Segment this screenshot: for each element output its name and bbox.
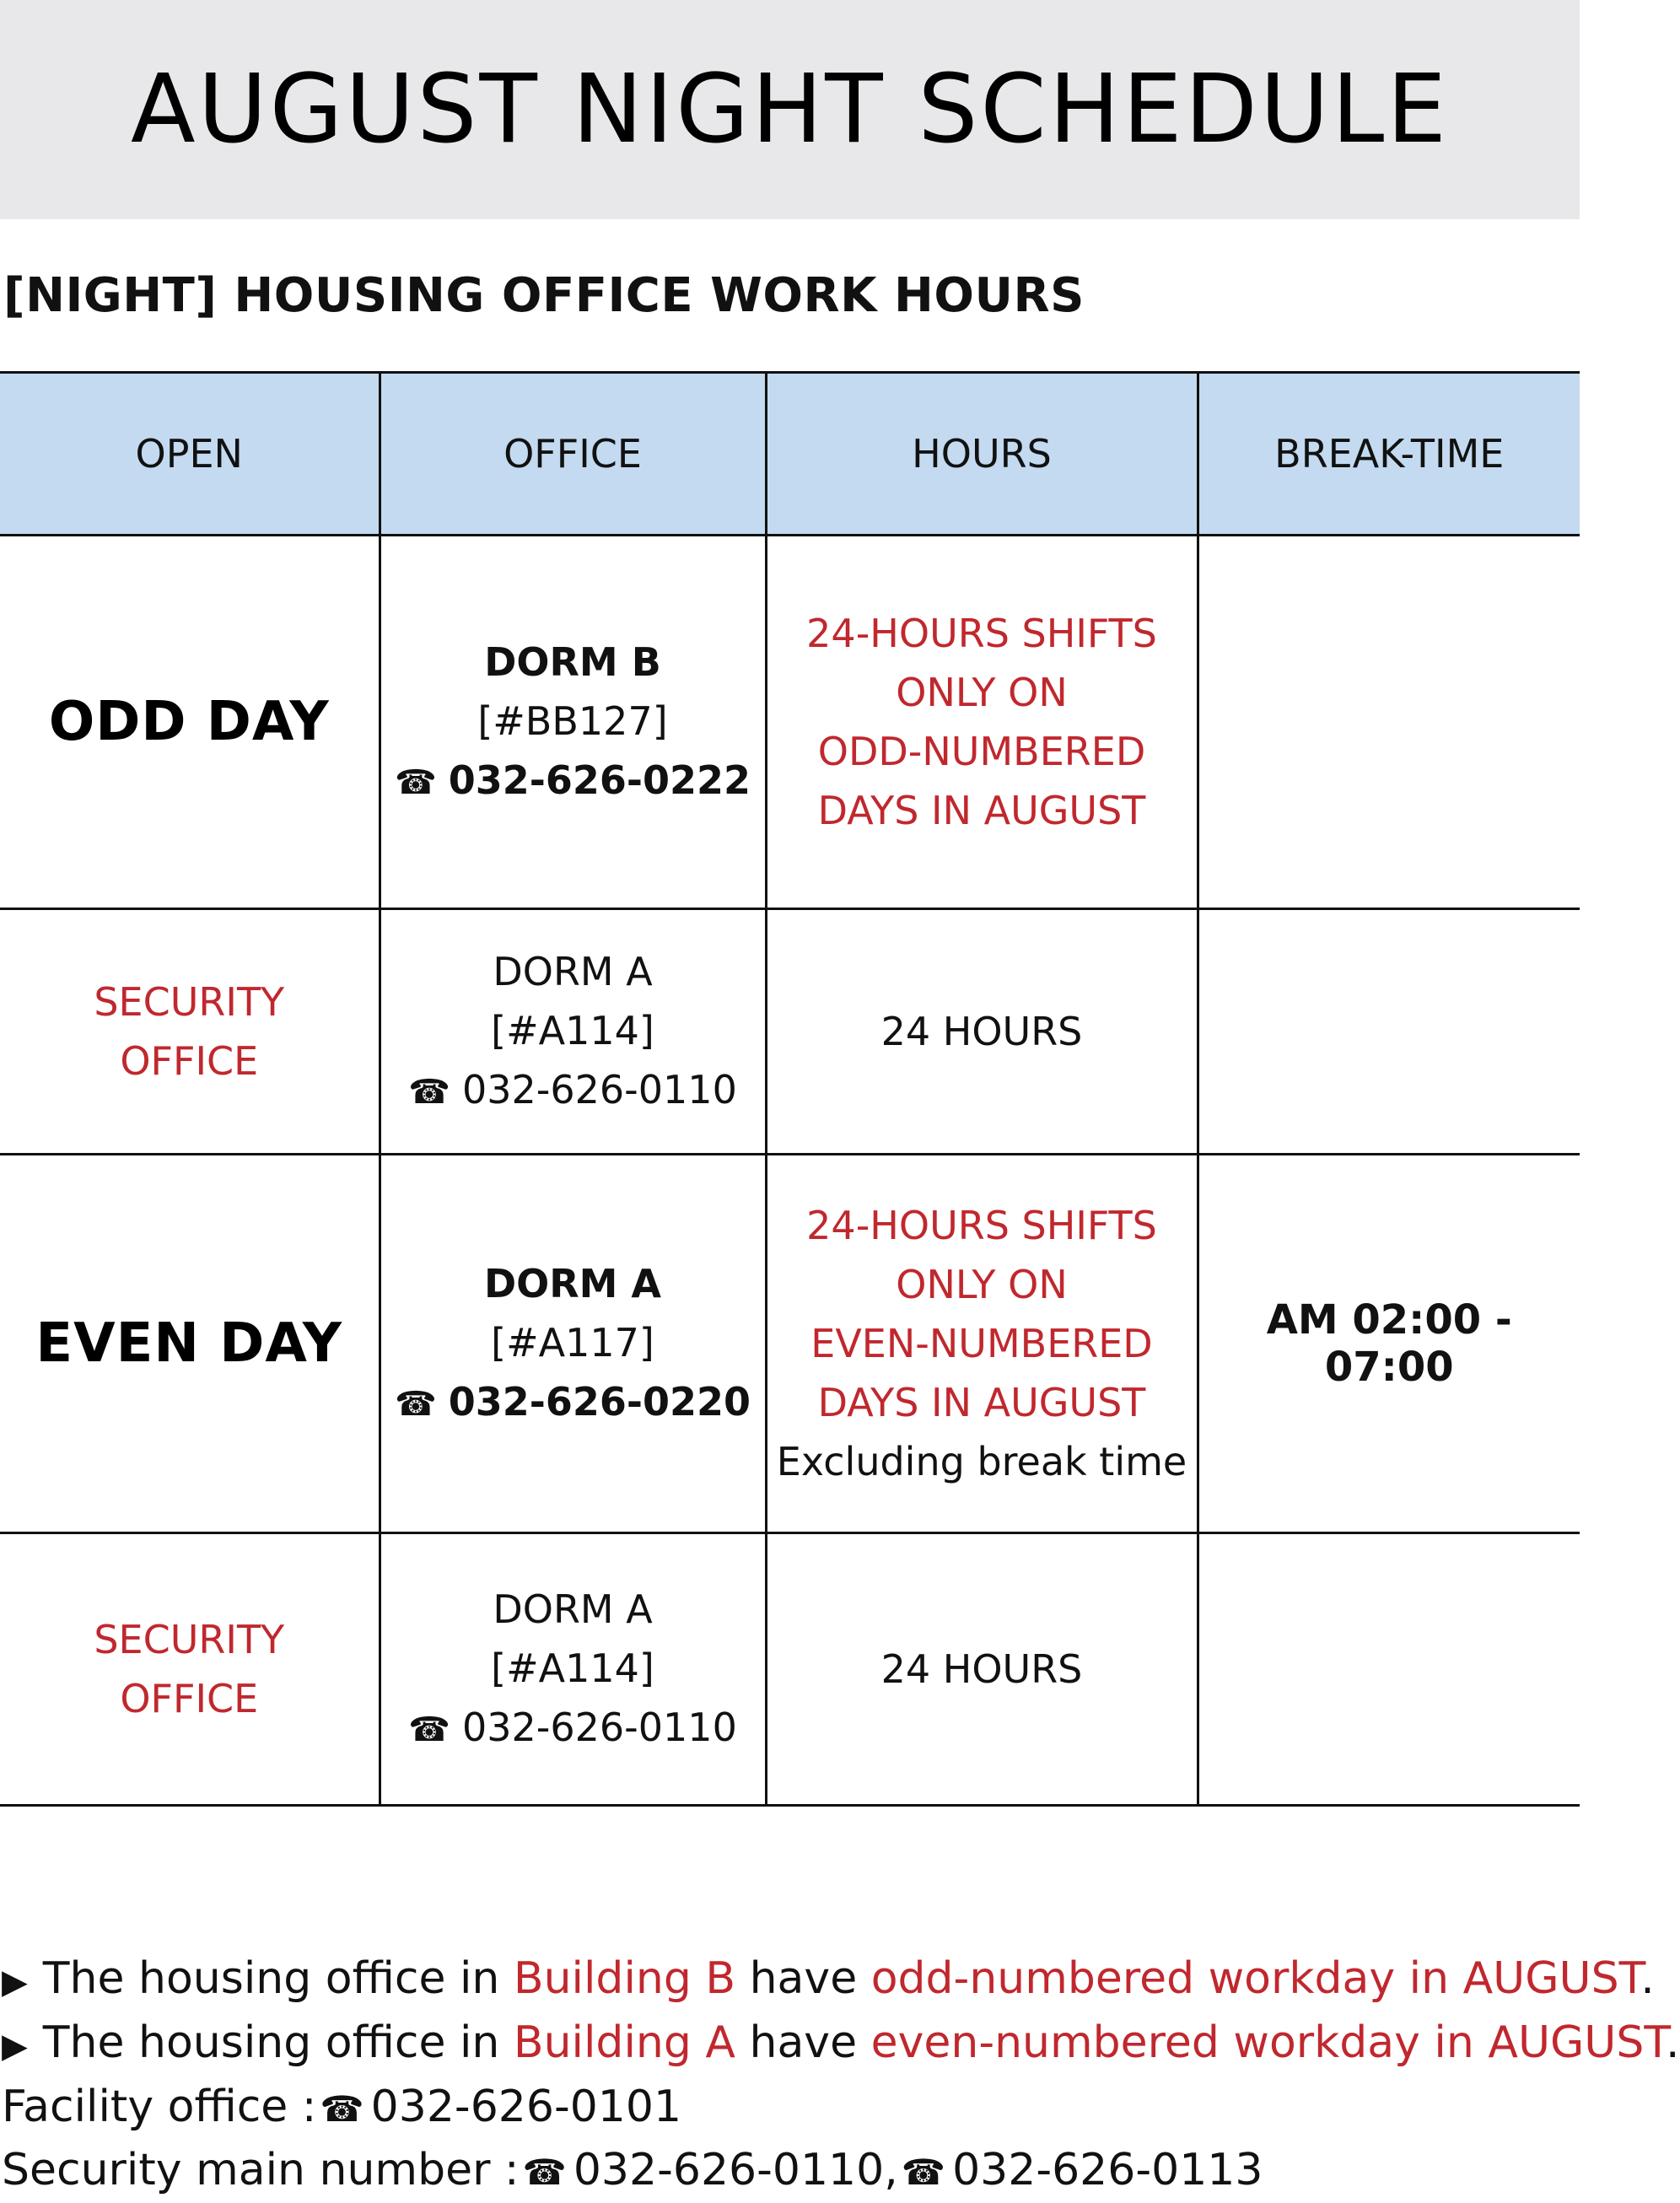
notes-section bbox=[2, 1948, 1680, 2203]
security-phone-1: 032-626-0110, bbox=[573, 2145, 898, 2195]
office-name: DORM A bbox=[493, 1586, 653, 1632]
triangle-right-icon: ▶ bbox=[2, 1963, 28, 2001]
note-line bbox=[2, 1948, 1655, 2012]
phone-icon: ☎ bbox=[408, 1072, 450, 1112]
hours-line: 24-HOURS SHIFTS bbox=[806, 611, 1157, 656]
header-hours: HOURS bbox=[766, 373, 1198, 536]
security-office-label: SECURITY bbox=[94, 979, 285, 1025]
open-cell bbox=[0, 1155, 380, 1533]
hours-text: 24 HOURS bbox=[880, 1646, 1083, 1692]
office-phone-line bbox=[381, 751, 765, 812]
office-cell bbox=[380, 536, 766, 909]
office-phone-line bbox=[381, 1372, 765, 1434]
phone-icon: ☎ bbox=[522, 2152, 567, 2193]
office-room: [#A114] bbox=[491, 1007, 654, 1053]
office-phone: 032-626-0110 bbox=[461, 1704, 737, 1750]
title-band bbox=[0, 0, 1580, 219]
hours-cell bbox=[766, 1533, 1198, 1806]
hours-line: ODD-NUMBERED bbox=[817, 729, 1146, 774]
hours-cell bbox=[766, 536, 1198, 909]
hours-note: Excluding break time bbox=[776, 1439, 1187, 1484]
break-cell bbox=[1198, 909, 1580, 1155]
odd-day-label: ODD DAY bbox=[48, 691, 330, 753]
facility-label: Facility office : bbox=[2, 2082, 317, 2132]
hours-cell bbox=[766, 1155, 1198, 1533]
phone-icon: ☎ bbox=[408, 1710, 450, 1749]
hours-line: EVEN-NUMBERED bbox=[810, 1321, 1153, 1366]
note-text: have bbox=[749, 2017, 858, 2068]
triangle-right-icon: ▶ bbox=[2, 2027, 28, 2066]
table-row bbox=[0, 909, 1580, 1155]
security-main-label: Security main number : bbox=[2, 2145, 520, 2195]
facility-phone: 032-626-0101 bbox=[370, 2082, 682, 2132]
security-phone-2: 032-626-0113 bbox=[952, 2145, 1263, 2195]
phone-icon: ☎ bbox=[394, 1384, 437, 1424]
table-row bbox=[0, 1533, 1580, 1806]
hours-line: ONLY ON bbox=[896, 670, 1068, 715]
header-break-time: BREAK-TIME bbox=[1198, 373, 1580, 536]
hours-line: DAYS IN AUGUST bbox=[817, 788, 1146, 833]
office-cell bbox=[380, 1533, 766, 1806]
hours-line: ONLY ON bbox=[896, 1262, 1068, 1307]
office-phone: 032-626-0222 bbox=[448, 757, 751, 803]
note-building: Building B bbox=[513, 1953, 736, 2004]
phone-icon: ☎ bbox=[394, 762, 437, 802]
office-room: [#A117] bbox=[491, 1319, 654, 1365]
note-workday: odd-numbered workday in AUGUST bbox=[870, 1953, 1641, 2004]
section-title: [NIGHT] HOUSING OFFICE WORK HOURS bbox=[3, 268, 1085, 323]
open-cell bbox=[0, 536, 380, 909]
note-line bbox=[2, 2012, 1680, 2076]
table-header-row bbox=[0, 373, 1580, 536]
page-title: AUGUST NIGHT SCHEDULE bbox=[131, 55, 1449, 164]
break-cell bbox=[1198, 1533, 1580, 1806]
office-cell bbox=[380, 909, 766, 1155]
hours-line: DAYS IN AUGUST bbox=[817, 1380, 1146, 1425]
facility-office-line bbox=[2, 2076, 1579, 2140]
hours-cell bbox=[766, 909, 1198, 1155]
office-name: DORM A bbox=[483, 1260, 662, 1306]
note-text: The housing office in bbox=[42, 1953, 500, 2004]
hours-text: 24 HOURS bbox=[880, 1009, 1083, 1054]
break-time: AM 02:00 - 07:00 bbox=[1266, 1296, 1512, 1391]
office-name: DORM A bbox=[493, 948, 653, 994]
office-phone-line bbox=[381, 1060, 765, 1122]
table-row bbox=[0, 1155, 1580, 1533]
note-text: have bbox=[749, 1953, 858, 2004]
header-open: OPEN bbox=[0, 373, 380, 536]
office-cell bbox=[380, 1155, 766, 1533]
open-cell bbox=[0, 1533, 380, 1806]
security-main-line bbox=[2, 2140, 1579, 2203]
office-room: [#A114] bbox=[491, 1645, 654, 1691]
break-cell bbox=[1198, 1155, 1580, 1533]
office-phone-line bbox=[381, 1698, 765, 1759]
office-name: DORM B bbox=[484, 638, 661, 685]
header-office: OFFICE bbox=[380, 373, 766, 536]
note-text: . bbox=[1640, 1953, 1655, 2004]
schedule-table bbox=[0, 371, 1580, 1807]
note-text: . bbox=[1665, 2017, 1680, 2068]
note-text: The housing office in bbox=[42, 2017, 500, 2068]
office-phone: 032-626-0220 bbox=[448, 1378, 751, 1425]
note-workday: even-numbered workday in AUGUST bbox=[870, 2017, 1666, 2068]
even-day-label: EVEN DAY bbox=[35, 1312, 343, 1375]
security-office-label: OFFICE bbox=[120, 1676, 259, 1721]
note-building: Building A bbox=[513, 2017, 735, 2068]
open-cell bbox=[0, 909, 380, 1155]
phone-icon: ☎ bbox=[320, 2088, 364, 2130]
phone-icon: ☎ bbox=[901, 2152, 946, 2193]
break-cell bbox=[1198, 536, 1580, 909]
office-room: [#BB127] bbox=[477, 698, 668, 744]
table-row bbox=[0, 536, 1580, 909]
security-office-label: OFFICE bbox=[120, 1038, 259, 1084]
office-phone: 032-626-0110 bbox=[461, 1066, 737, 1112]
security-office-label: SECURITY bbox=[94, 1617, 285, 1662]
hours-line: 24-HOURS SHIFTS bbox=[806, 1203, 1157, 1248]
